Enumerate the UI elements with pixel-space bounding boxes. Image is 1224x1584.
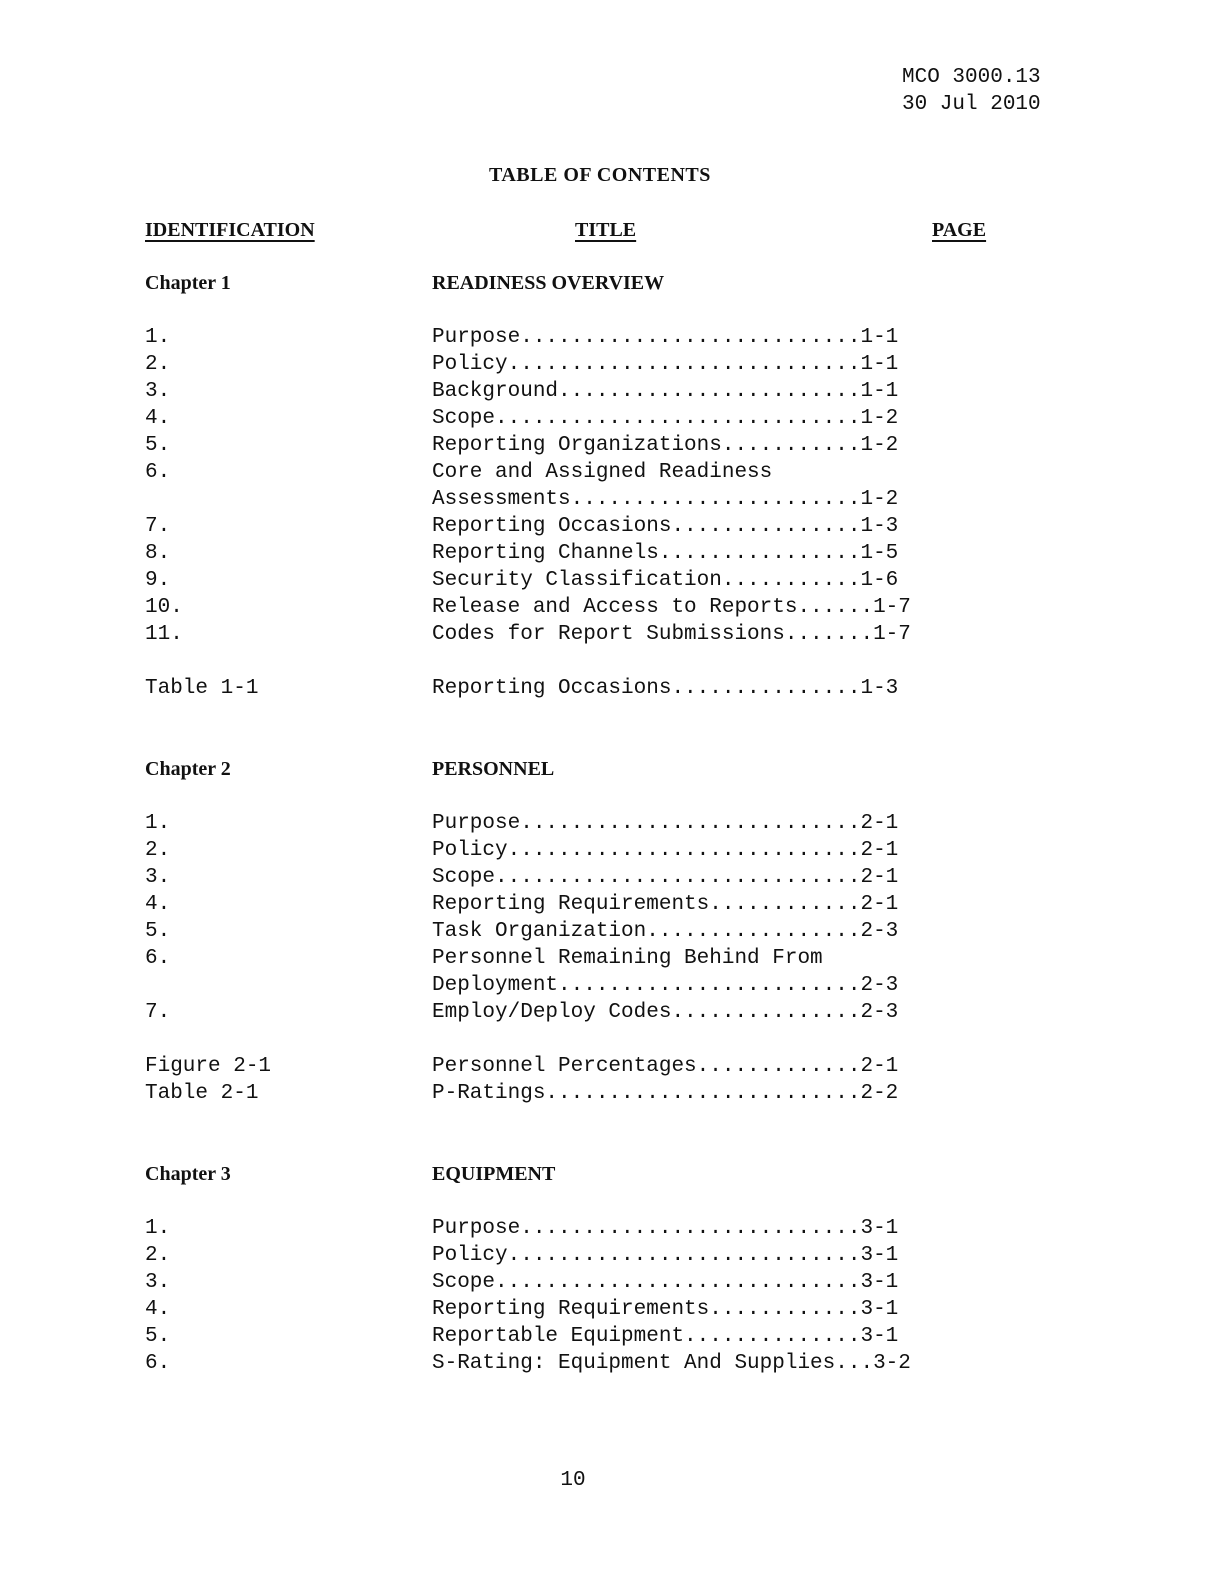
- toc-entry: [145, 567, 1005, 594]
- entry-title-with-page: Reporting Requirements............3-1: [432, 1298, 899, 1321]
- toc-entry: [145, 999, 1005, 1026]
- entry-number: 7.: [145, 515, 171, 538]
- entry-title-with-page: Scope.............................2-1: [432, 866, 899, 889]
- entry-title-with-page: Purpose...........................2-1: [432, 812, 899, 835]
- entry-title-with-page: Policy............................3-1: [432, 1244, 899, 1267]
- entry-number: Figure 2-1: [145, 1055, 272, 1078]
- entry-number: 2.: [145, 1244, 171, 1267]
- entry-number: 4.: [145, 407, 171, 430]
- entry-title-with-page: Purpose...........................3-1: [432, 1217, 899, 1240]
- entry-title-with-page: Reporting Requirements............2-1: [432, 893, 899, 916]
- toc-entry: [145, 918, 1005, 945]
- chapter-title: READINESS OVERVIEW: [432, 272, 665, 294]
- toc-entry: [145, 351, 1005, 378]
- entry-title-with-page: Codes for Report Submissions.......1-7: [432, 623, 911, 646]
- section-spacer: [145, 648, 1005, 675]
- entry-title-with-page: Release and Access to Reports......1-7: [432, 596, 911, 619]
- entry-number: 3.: [145, 380, 171, 403]
- entry-title-with-page: Reporting Occasions...............1-3: [432, 515, 899, 538]
- entry-number: 6.: [145, 947, 171, 970]
- toc-entry: [145, 1242, 1005, 1269]
- entry-number: 1.: [145, 1217, 171, 1240]
- entry-title-with-page: Task Organization.................2-3: [432, 920, 899, 943]
- entry-number: 5.: [145, 434, 171, 457]
- section-spacer: [145, 783, 1005, 810]
- entry-number: 9.: [145, 569, 171, 592]
- chapter-title: EQUIPMENT: [432, 1163, 556, 1185]
- chapter-id: Chapter 3: [145, 1163, 231, 1185]
- toc-entry: [145, 621, 1005, 648]
- toc-entry: [145, 1053, 1005, 1080]
- entry-title-with-page: Personnel Percentages.............2-1: [432, 1055, 899, 1078]
- entry-title-with-page: Reportable Equipment..............3-1: [432, 1325, 899, 1348]
- section-spacer: [145, 1188, 1005, 1215]
- toc-entry: [145, 432, 1005, 459]
- toc-entry: [145, 1296, 1005, 1323]
- entry-title-with-page: Purpose...........................1-1: [432, 326, 899, 349]
- section-spacer: [145, 297, 1005, 324]
- entry-title-with-page: Scope.............................1-2: [432, 407, 899, 430]
- toc-heading: TABLE OF CONTENTS: [489, 164, 711, 186]
- toc-entry: [145, 459, 1005, 513]
- toc-entry: [145, 810, 1005, 837]
- entry-number: 5.: [145, 920, 171, 943]
- entry-title-with-page: P-Ratings.........................2-2: [432, 1082, 899, 1105]
- toc-entry: [145, 594, 1005, 621]
- entry-number: 4.: [145, 1298, 171, 1321]
- entry-number: 11.: [145, 623, 183, 646]
- entry-number: 3.: [145, 1271, 171, 1294]
- chapter-id: Chapter 1: [145, 272, 231, 294]
- entry-title-with-page: Policy............................2-1: [432, 839, 899, 862]
- document-reference: [902, 64, 1102, 118]
- entry-title-with-page: S-Rating: Equipment And Supplies...3-2: [432, 1352, 911, 1375]
- column-header-identification: IDENTIFICATION: [145, 219, 315, 241]
- entry-number: 2.: [145, 353, 171, 376]
- toc-entry: [145, 324, 1005, 351]
- entry-number: 3.: [145, 866, 171, 889]
- chapter-title: PERSONNEL: [432, 758, 555, 780]
- toc-entry: [145, 378, 1005, 405]
- entry-title-with-page: Reporting Channels................1-5: [432, 542, 899, 565]
- entry-title-with-page: Security Classification...........1-6: [432, 569, 899, 592]
- entry-title-with-page: Reporting Organizations...........1-2: [432, 434, 899, 457]
- toc-entry: [145, 405, 1005, 432]
- entry-number: 1.: [145, 326, 171, 349]
- entry-number: Table 2-1: [145, 1082, 259, 1105]
- entry-title-with-page: Scope.............................3-1: [432, 1271, 899, 1294]
- toc-entry: [145, 1269, 1005, 1296]
- toc-entry: [145, 1080, 1005, 1107]
- entry-number: 5.: [145, 1325, 171, 1348]
- toc-entry: [145, 675, 1005, 702]
- chapter-id: Chapter 2: [145, 758, 231, 780]
- column-header-title: TITLE: [575, 219, 637, 241]
- chapter-heading: [145, 270, 1005, 297]
- entry-number: Table 1-1: [145, 677, 259, 700]
- toc-entry: [145, 891, 1005, 918]
- entry-title-with-page: Background........................1-1: [432, 380, 899, 403]
- chapter-heading: [145, 1161, 1005, 1188]
- column-header-page: PAGE: [932, 219, 987, 241]
- entry-number: 7.: [145, 1001, 171, 1024]
- entry-number: 10.: [145, 596, 183, 619]
- entry-title-with-page: Reporting Occasions...............1-3: [432, 677, 899, 700]
- toc-entry: [145, 513, 1005, 540]
- toc-sections: [145, 270, 1005, 1377]
- toc-entry: [145, 1215, 1005, 1242]
- section-spacer: [145, 1026, 1005, 1053]
- entry-number: 2.: [145, 839, 171, 862]
- section-spacer: [145, 702, 1005, 756]
- toc-entry: [145, 945, 1005, 999]
- section-spacer: [145, 1107, 1005, 1161]
- entry-number: 6.: [145, 1352, 171, 1375]
- document-date: 30 Jul 2010: [902, 93, 1041, 116]
- toc-entry: [145, 1323, 1005, 1350]
- toc-entry: [145, 837, 1005, 864]
- entry-title-with-page: Employ/Deploy Codes...............2-3: [432, 1001, 899, 1024]
- document-number: MCO 3000.13: [902, 66, 1041, 89]
- toc-entry: [145, 864, 1005, 891]
- entry-number: 1.: [145, 812, 171, 835]
- entry-title-with-page: Policy............................1-1: [432, 353, 899, 376]
- entry-title-with-page: Core and Assigned Readiness Assessments.......................1-2: [432, 461, 899, 511]
- entry-number: 4.: [145, 893, 171, 916]
- toc-entry: [145, 540, 1005, 567]
- entry-title-with-page: Personnel Remaining Behind From Deployment........................2-3: [432, 947, 899, 997]
- entry-number: 8.: [145, 542, 171, 565]
- page-number: 10: [560, 1469, 586, 1492]
- entry-number: 6.: [145, 461, 171, 484]
- toc-entry: [145, 1350, 1005, 1377]
- chapter-heading: [145, 756, 1005, 783]
